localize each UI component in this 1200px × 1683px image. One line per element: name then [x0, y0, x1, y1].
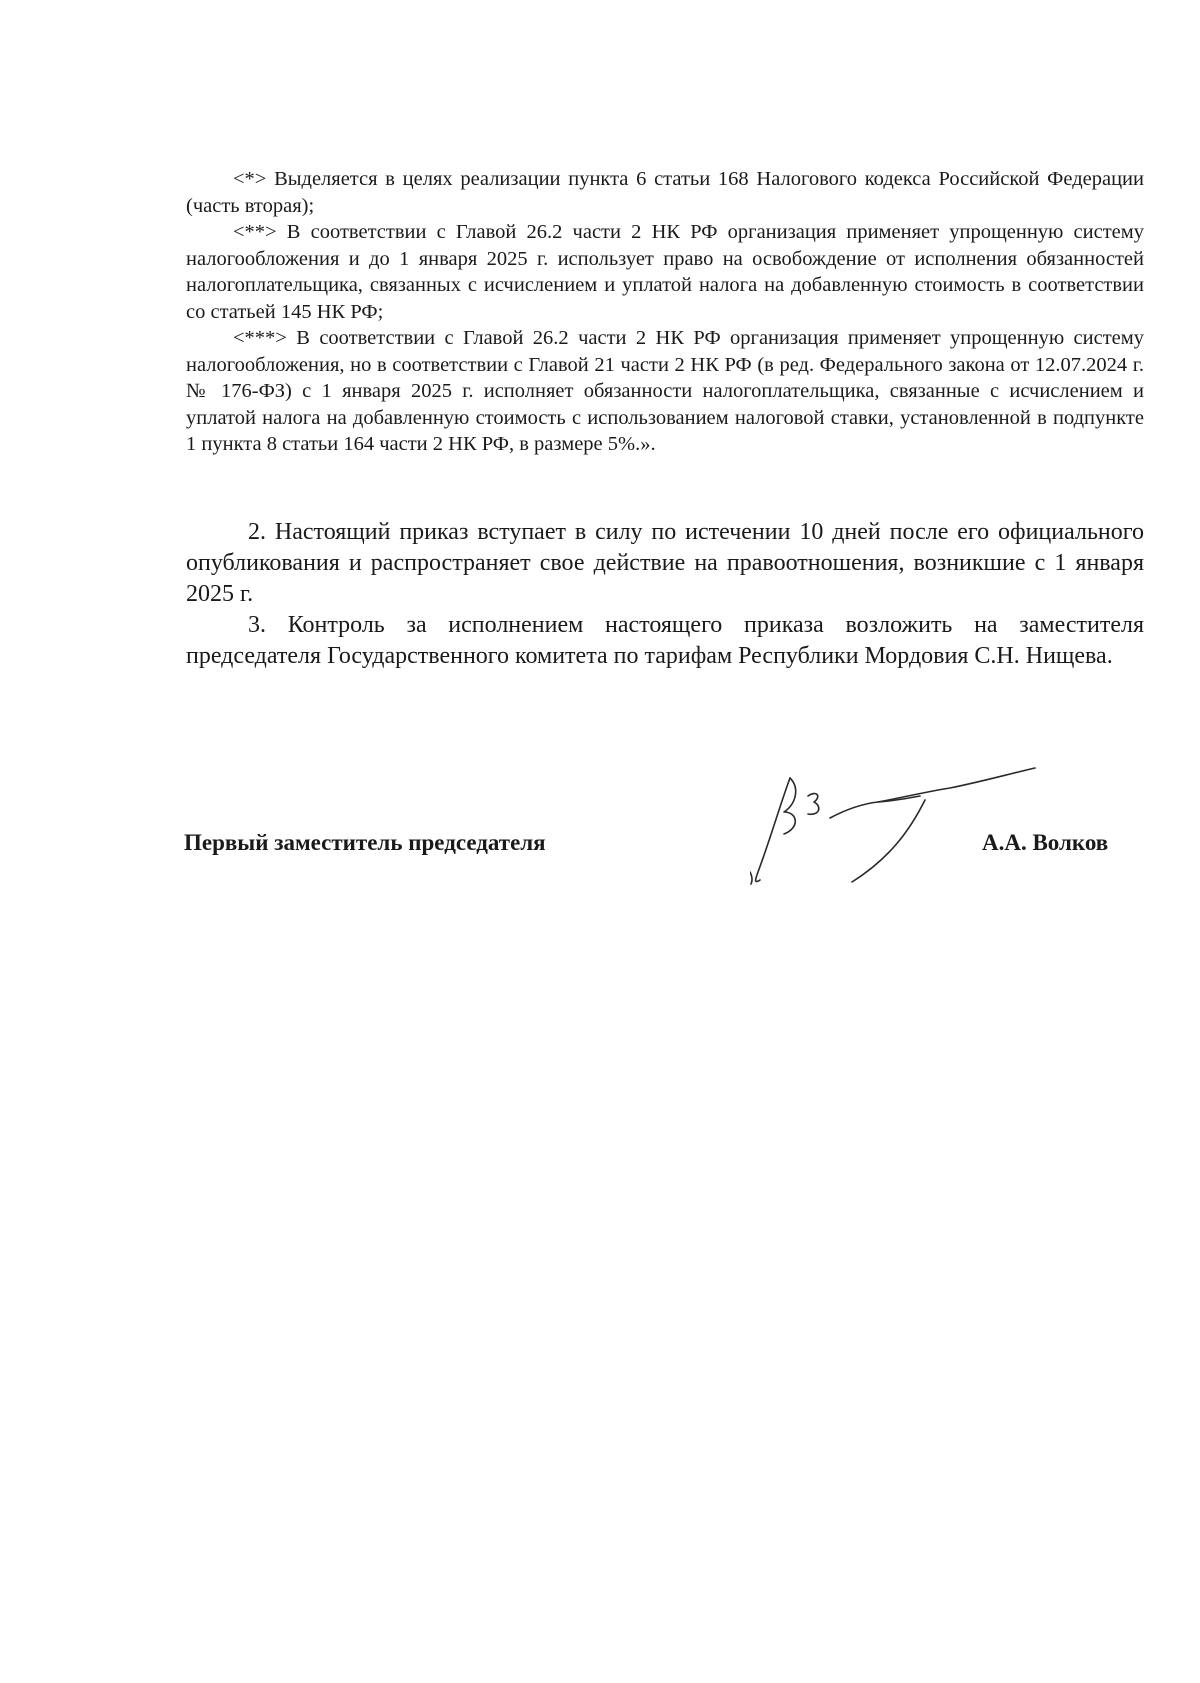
footnote-1: <*> Выделяется в целях реализации пункта 6 статьи 168 Налогового кодекса Российской Федерации (часть вторая);: [186, 168, 1144, 217]
footnote-2: <**> В соответствии с Главой 26.2 части 2 НК РФ организация применяет упрощенную систему налогообложения и до 1 января 2025 г. использует право на освобождение от исполнения обязанностей налогоплательщика, связанных с исчислением и уплатой налога на добавленную стоимость в соответствии со статьей 145 НК РФ;: [186, 221, 1144, 323]
footnotes-block: [186, 166, 1144, 458]
signer-position: Первый заместитель председателя: [184, 830, 546, 855]
paragraph-3: 3. Контроль за исполнением настоящего приказа возложить на заместителя председателя Государственного комитета по тарифам Республики Мордовия С.Н. Нищева.: [186, 612, 1144, 669]
footnote-3: <***> В соответствии с Главой 26.2 части 2 НК РФ организация применяет упрощенную систему налогообложения, но в соответствии с Главой 21 части 2 НК РФ (в ред. Федерального закона от 12.07.2024 г. № 176-ФЗ) с 1 января 2025 г. исполняет обязанности налогоплательщика, связанные с исчислением и уплатой налога на добавленную стоимость с использованием налоговой ставки, установленной в подпункте 1 пункта 8 статьи 164 части 2 НК РФ, в размере 5%.».: [186, 327, 1144, 455]
signer-name: А.А. Волков: [982, 830, 1109, 855]
main-text-block: [186, 517, 1144, 672]
paragraph-2: 2. Настоящий приказ вступает в силу по истечении 10 дней после его официального опубликования и распространяет свое действие на правоотношения, возникшие с 1 января 2025 г.: [186, 519, 1144, 607]
